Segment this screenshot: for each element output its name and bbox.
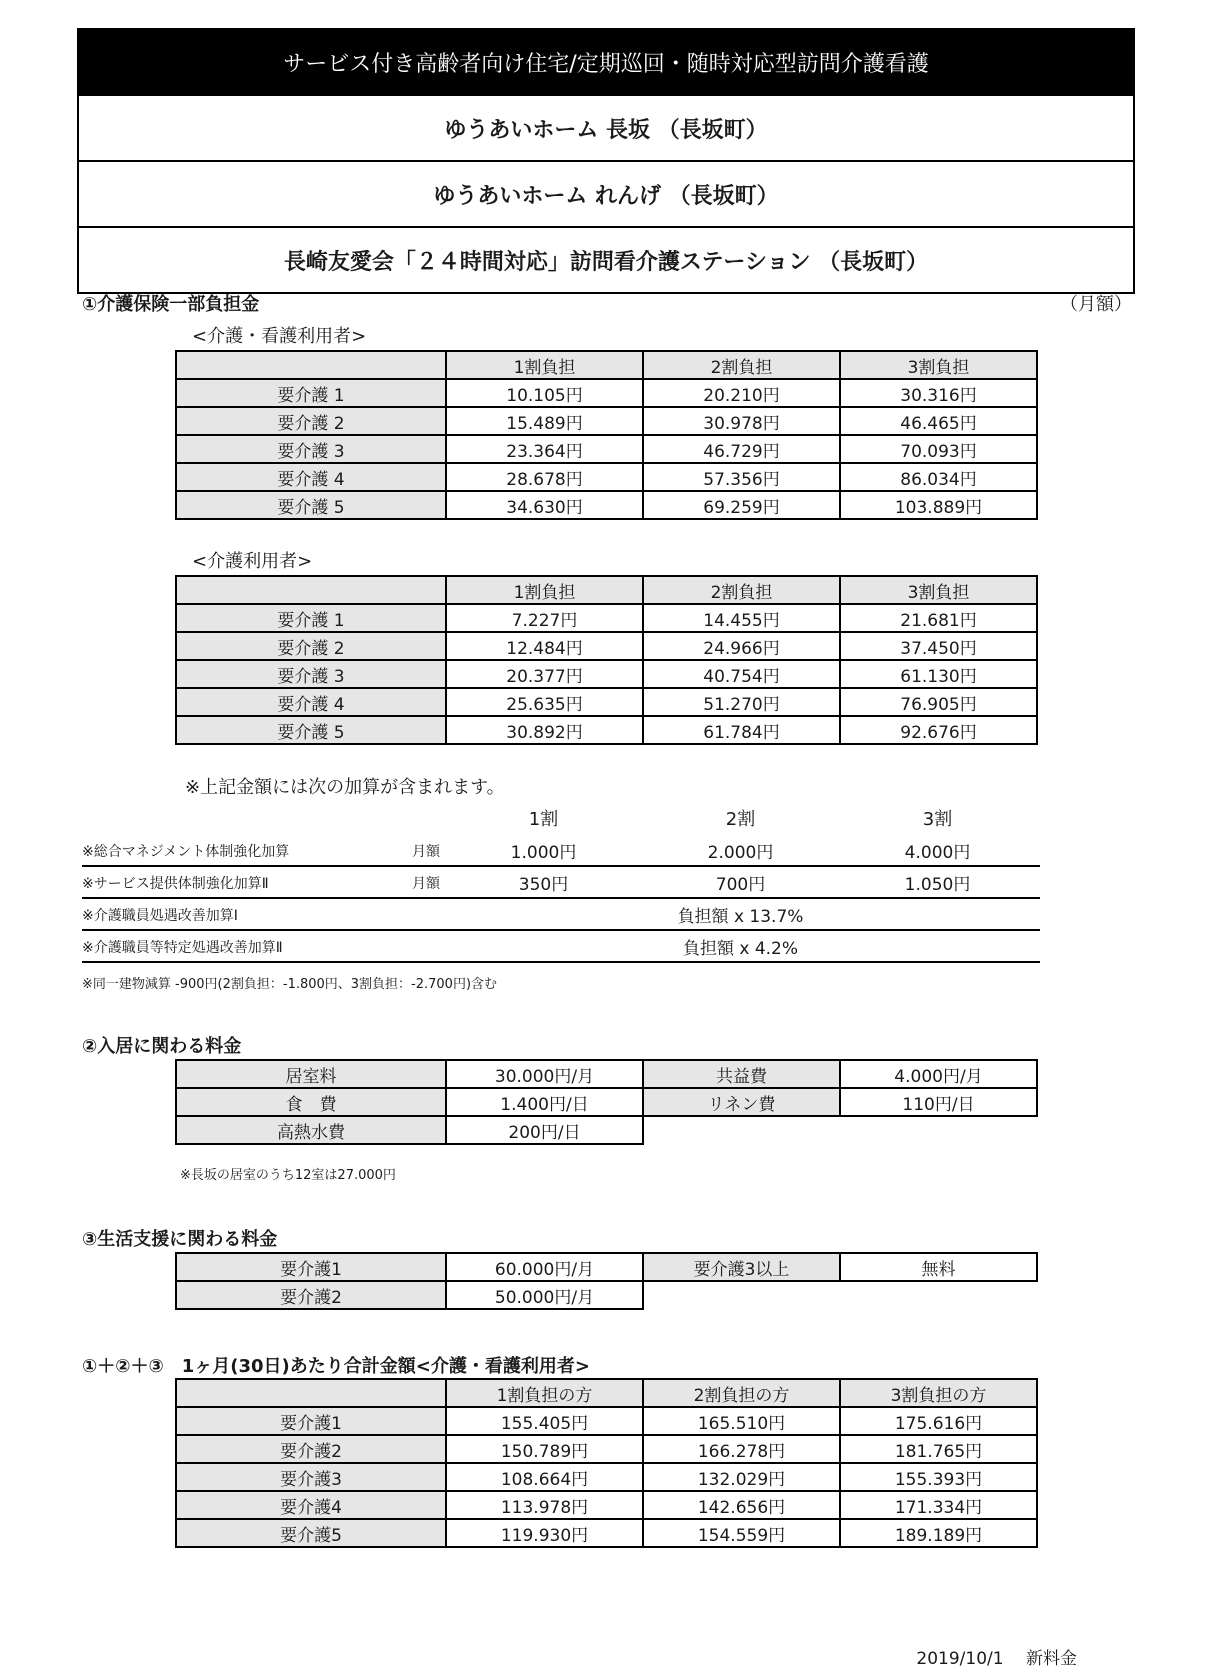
revision-label: 新料金 [1026,1649,1077,1669]
amount-cell: 165.510円 [643,1407,840,1435]
table-row [176,716,1037,744]
column-header [176,1379,446,1407]
amount-cell: 61.130円 [840,660,1037,688]
amount-cell: 181.765円 [840,1435,1037,1463]
column-header: 3割負担の方 [840,1379,1037,1407]
table-row [176,1407,1037,1435]
empty-cell [840,1116,1037,1144]
move-in-note: ※長坂の居室のうち12室は27.000円 [180,1168,396,1183]
amount-cell: 25.635円 [446,688,643,716]
support-value: 50.000円/月 [446,1281,643,1309]
column-header: 2割負担 [643,576,840,604]
facility-name: ゆうあいホーム 長坂 （長坂町） [79,96,1133,162]
amount-cell: 76.905円 [840,688,1037,716]
care-level-cell: 要介護1 [176,1407,446,1435]
addition-unit: 月額 [412,844,440,860]
amount-cell: 171.334円 [840,1491,1037,1519]
monthly-label: （月額） [1060,294,1132,315]
support-label: 要介護2 [176,1281,446,1309]
amount-cell: 70.093円 [840,435,1037,463]
table-row [176,660,1037,688]
fee-label: 食 費 [176,1088,446,1116]
table-row [176,1519,1037,1547]
table-row [176,1491,1037,1519]
table-row [176,632,1037,660]
amount-cell: 113.978円 [446,1491,643,1519]
addition-row [82,930,1040,963]
table-row [176,407,1037,435]
column-header: 1割負担 [446,576,643,604]
amount-cell: 23.364円 [446,435,643,463]
column-header [176,351,446,379]
care-level-cell: 要介護3 [176,1463,446,1491]
addition-name: ※総合マネジメント体制強化加算 [82,844,290,860]
amount-cell: 14.455円 [643,604,840,632]
additions-col-header: 1割 [528,809,559,830]
column-header: 3割負担 [840,351,1037,379]
care-level-cell: 要介護 4 [176,688,446,716]
care-level-cell: 要介護4 [176,1491,446,1519]
addition-name: ※サービス提供体制強化加算Ⅱ [82,876,269,892]
table-caption: <介護・看護利用者> [192,326,367,347]
column-header: 2割負担の方 [643,1379,840,1407]
addition-row [82,866,1040,899]
amount-cell: 155.405円 [446,1407,643,1435]
fee-value: 110円/日 [840,1088,1037,1116]
fee-value: 1.400円/日 [446,1088,643,1116]
table-row [176,1463,1037,1491]
copay-table-care-nursing [175,350,1038,520]
addition-value: 負担額 x 13.7% [677,907,804,927]
monthly-total-table [175,1378,1038,1548]
revision-date: 2019/10/1 [916,1649,1004,1669]
addition-value: 1.000円 [510,843,577,863]
care-level-cell: 要介護2 [176,1435,446,1463]
living-support-table [175,1252,1038,1310]
support-label: 要介護3以上 [643,1253,840,1281]
additions-col-header: 2割 [725,809,756,830]
amount-cell: 175.616円 [840,1407,1037,1435]
support-value: 60.000円/月 [446,1253,643,1281]
additions-note: ※上記金額には次の加算が含まれます。 [185,777,505,798]
table-row [176,379,1037,407]
amount-cell: 21.681円 [840,604,1037,632]
fee-label: 居室料 [176,1060,446,1088]
amount-cell: 61.784円 [643,716,840,744]
header-box [77,28,1135,294]
amount-cell: 28.678円 [446,463,643,491]
table-caption: <介護利用者> [192,551,313,572]
column-header: 1割負担 [446,351,643,379]
amount-cell: 24.966円 [643,632,840,660]
support-label: 要介護1 [176,1253,446,1281]
amount-cell: 15.489円 [446,407,643,435]
care-level-cell: 要介護 2 [176,407,446,435]
additions-footnote: ※同一建物減算 -900円(2割負担：-1.800円、3割負担：-2.700円)含む [82,977,498,992]
table-row [176,463,1037,491]
amount-cell: 154.559円 [643,1519,840,1547]
care-level-cell: 要介護 5 [176,716,446,744]
amount-cell: 92.676円 [840,716,1037,744]
empty-cell [643,1116,840,1144]
amount-cell: 86.034円 [840,463,1037,491]
amount-cell: 155.393円 [840,1463,1037,1491]
fee-value: 4.000円/月 [840,1060,1037,1088]
column-header: 1割負担の方 [446,1379,643,1407]
amount-cell: 30.892円 [446,716,643,744]
addition-name: ※介護職員等特定処遇改善加算Ⅱ [82,940,283,956]
care-level-cell: 要介護 3 [176,435,446,463]
facility-name: 長崎友愛会「２４時間対応」訪問看介護ステーション （長坂町） [283,249,929,275]
table-row [176,435,1037,463]
care-level-cell: 要介護 3 [176,660,446,688]
amount-cell: 7.227円 [446,604,643,632]
addition-value: 負担額 x 4.2% [682,939,799,959]
section-title: ③生活支援に関わる料金 [82,1229,278,1250]
care-level-cell: 要介護 5 [176,491,446,519]
amount-cell: 150.789円 [446,1435,643,1463]
amount-cell: 40.754円 [643,660,840,688]
empty-cell [643,1281,840,1309]
amount-cell: 20.377円 [446,660,643,688]
amount-cell: 142.656円 [643,1491,840,1519]
amount-cell: 37.450円 [840,632,1037,660]
amount-cell: 51.270円 [643,688,840,716]
section-title: ①＋②＋③ 1ヶ月(30日)あたり合計金額<介護・看護利用者> [82,1356,590,1377]
amount-cell: 10.105円 [446,379,643,407]
column-header: 3割負担 [840,576,1037,604]
table-row [176,604,1037,632]
amount-cell: 69.259円 [643,491,840,519]
copay-table-care [175,575,1038,745]
amount-cell: 189.189円 [840,1519,1037,1547]
fee-label: 高熱水費 [176,1116,446,1144]
amount-cell: 103.889円 [840,491,1037,519]
table-row [176,1435,1037,1463]
amount-cell: 34.630円 [446,491,643,519]
support-value: 無料 [840,1253,1037,1281]
amount-cell: 46.465円 [840,407,1037,435]
fee-value: 200円/日 [446,1116,643,1144]
care-level-cell: 要介護 4 [176,463,446,491]
care-level-cell: 要介護 1 [176,604,446,632]
amount-cell: 57.356円 [643,463,840,491]
table-row [176,688,1037,716]
addition-value: 2.000円 [707,843,774,863]
facility-name: ゆうあいホーム れんげ （長坂町） [79,162,1133,228]
fee-label: 共益費 [643,1060,840,1088]
table-row [176,491,1037,519]
column-header [176,576,446,604]
revision-footer [916,1644,1077,1669]
section-title: ①介護保険一部負担金 [82,294,260,315]
addition-row [82,834,1040,867]
column-header: 2割負担 [643,351,840,379]
header-title: サービス付き高齢者向け住宅/定期巡回・随時対応型訪問介護看護 [79,30,1133,96]
addition-unit: 月額 [412,876,440,892]
section-title: ②入居に関わる料金 [82,1036,242,1057]
fee-value: 30.000円/月 [446,1060,643,1088]
amount-cell: 132.029円 [643,1463,840,1491]
amount-cell: 30.978円 [643,407,840,435]
addition-name: ※介護職員処遇改善加算Ⅰ [82,908,238,924]
amount-cell: 119.930円 [446,1519,643,1547]
fee-label: リネン費 [643,1088,840,1116]
addition-value: 4.000円 [904,843,971,863]
care-level-cell: 要介護 2 [176,632,446,660]
amount-cell: 108.664円 [446,1463,643,1491]
amount-cell: 20.210円 [643,379,840,407]
amount-cell: 166.278円 [643,1435,840,1463]
amount-cell: 12.484円 [446,632,643,660]
addition-value: 350円 [518,875,569,895]
addition-row [82,898,1040,931]
move-in-fee-table [175,1059,1038,1145]
amount-cell: 30.316円 [840,379,1037,407]
amount-cell: 46.729円 [643,435,840,463]
empty-cell [840,1281,1037,1309]
care-level-cell: 要介護 1 [176,379,446,407]
additions-col-header: 3割 [922,809,953,830]
addition-value: 700円 [715,875,766,895]
care-level-cell: 要介護5 [176,1519,446,1547]
addition-value: 1.050円 [904,875,971,895]
